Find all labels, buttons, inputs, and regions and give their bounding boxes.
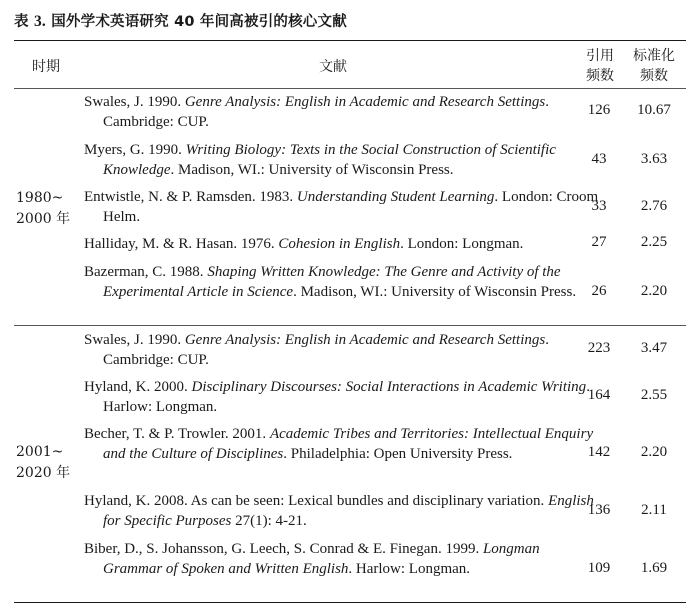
- period-label-line1: 2001~: [16, 444, 64, 460]
- header-reference: 文献: [319, 59, 347, 75]
- caption-prefix: 表: [14, 14, 34, 30]
- top-rule: [14, 40, 686, 41]
- header-standardized-line2: 频数: [640, 68, 668, 84]
- standardized-count: 2.55: [640, 387, 668, 403]
- header-citations-line1: 引用: [586, 48, 614, 64]
- standardized-count: 2.20: [640, 444, 668, 460]
- header-rule: [14, 88, 686, 89]
- reference-entry: Myers, G. 1990. Writing Biology: Texts in the Social Construction of Scientific Knowledge. Madison, WI.: University of Wisconsin Press.: [84, 142, 556, 178]
- period-label-line1: 1980~: [16, 190, 64, 206]
- caption-text: 国外学术英语研究 40 年间高被引的核心文献: [45, 14, 347, 30]
- table-caption: [14, 10, 347, 31]
- citation-count: 126: [587, 102, 611, 118]
- period-label: [16, 188, 72, 230]
- header-period: 时期: [32, 59, 60, 75]
- citation-count: 223: [587, 340, 611, 356]
- reference-entry: Becher, T. & P. Trowler. 2001. Academic Tribes and Territories: Intellectual Enquiry and the Culture of Disciplines. Philadelphia: Open University Press.: [84, 426, 594, 462]
- standardized-count: 2.11: [641, 502, 667, 518]
- reference-entry: Swales, J. 1990. Genre Analysis: English in Academic and Research Settings. Cambridge: CUP.: [84, 332, 549, 368]
- period-label: [16, 442, 72, 484]
- reference-entry: Entwistle, N. & P. Ramsden. 1983. Understanding Student Learning. London: Croom Helm.: [84, 189, 599, 225]
- reference-entry: Hyland, K. 2000. Disciplinary Discourses: Social Interactions in Academic Writing. Harlow: Longman.: [84, 379, 590, 415]
- citation-count: 136: [587, 502, 611, 518]
- group-rule: [14, 325, 686, 326]
- citation-count: 164: [587, 387, 611, 403]
- header-citations-line2: 频数: [586, 68, 614, 84]
- citation-count: 33: [591, 198, 607, 214]
- citation-count: 43: [591, 151, 607, 167]
- bottom-rule: [14, 602, 686, 603]
- citation-count: 142: [587, 444, 611, 460]
- standardized-count: 3.63: [640, 151, 668, 167]
- citation-count: 26: [591, 283, 607, 299]
- reference-entry: Hyland, K. 2008. As can be seen: Lexical bundles and disciplinary variation. English for Specific Purposes 27(1): 4-21.: [84, 493, 594, 529]
- period-label-line2: 2000 年: [16, 211, 71, 227]
- standardized-count: 2.20: [640, 283, 668, 299]
- caption-number: 3.: [33, 13, 46, 30]
- standardized-count: 10.67: [637, 102, 671, 118]
- header-standardized: [624, 46, 684, 86]
- citation-count: 27: [591, 234, 607, 250]
- standardized-count: 2.76: [640, 198, 668, 214]
- header-standardized-line1: 标准化: [633, 48, 675, 64]
- citation-count: 109: [587, 560, 611, 576]
- reference-entry: Biber, D., S. Johansson, G. Leech, S. Conrad & E. Finegan. 1999. Longman Grammar of Spoken and Written English. Harlow: Longman.: [84, 541, 540, 577]
- reference-entry: Halliday, M. & R. Hasan. 1976. Cohesion in English. London: Longman.: [84, 236, 524, 252]
- standardized-count: 3.47: [640, 340, 668, 356]
- reference-entry: Bazerman, C. 1988. Shaping Written Knowledge: The Genre and Activity of the Experimental Article in Science. Madison, WI.: University of Wisconsin Press.: [84, 264, 577, 300]
- header-citations: [580, 46, 620, 86]
- standardized-count: 2.25: [640, 234, 668, 250]
- reference-entry: Swales, J. 1990. Genre Analysis: English in Academic and Research Settings. Cambridge: CUP.: [84, 94, 549, 130]
- period-label-line2: 2020 年: [16, 465, 71, 481]
- standardized-count: 1.69: [640, 560, 668, 576]
